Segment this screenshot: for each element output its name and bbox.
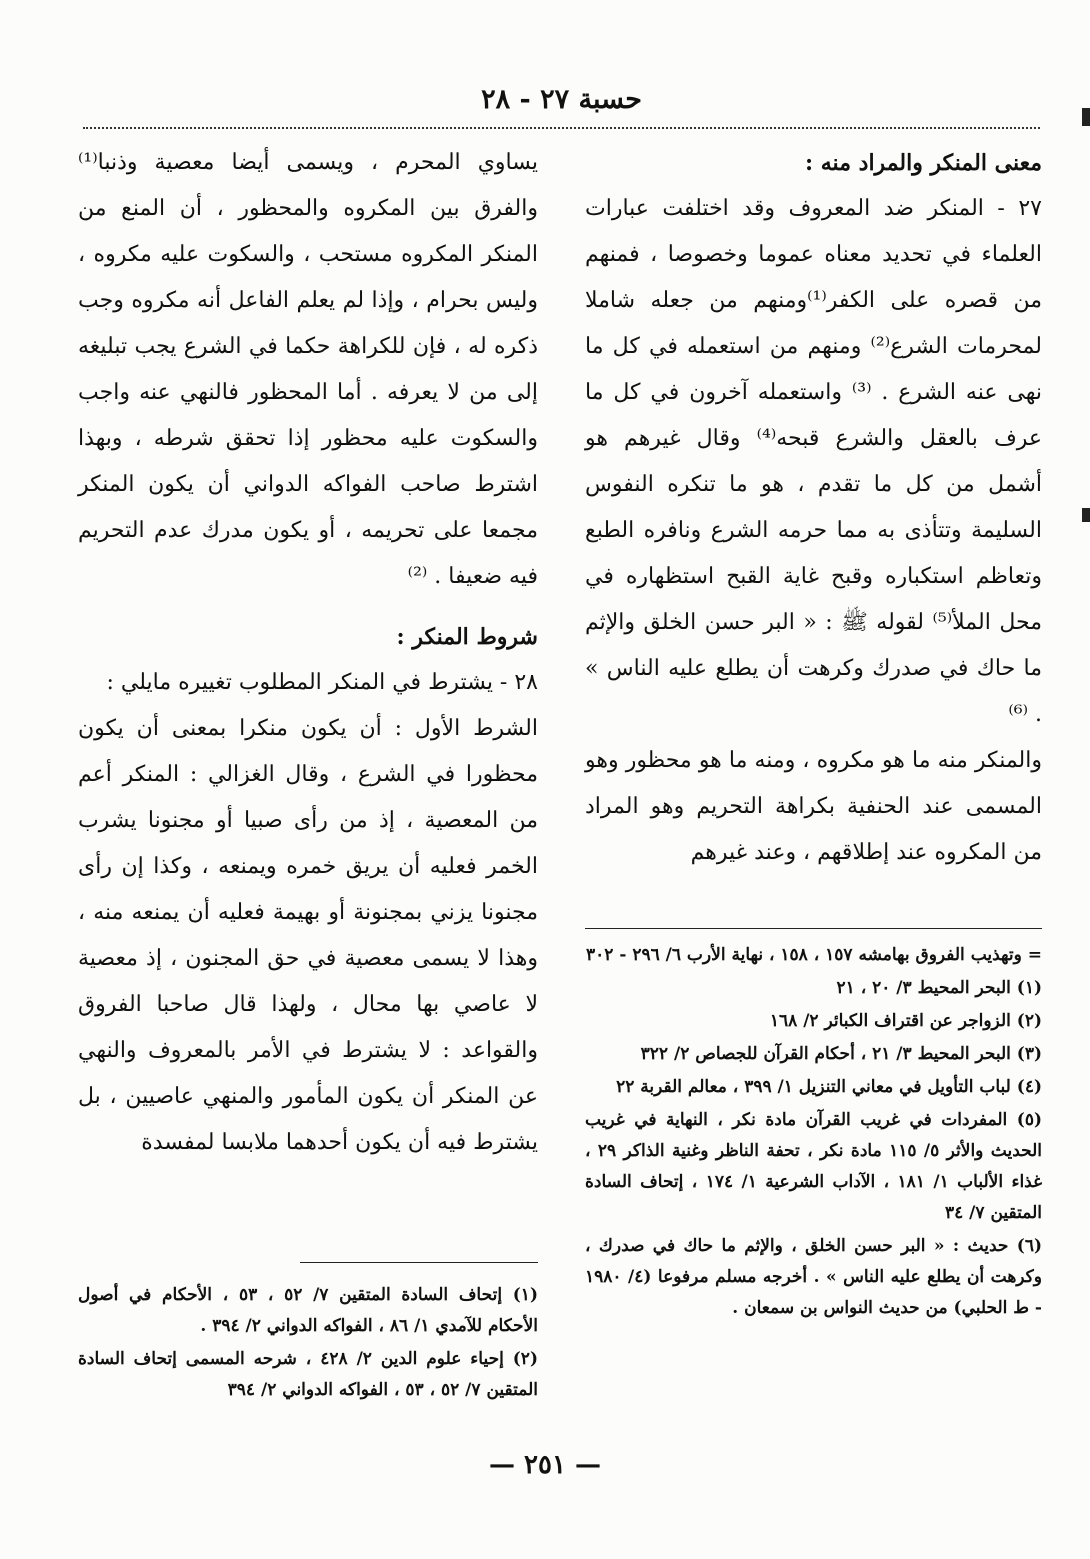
footnote: (١) البحر المحيط ٣/ ٢٠ ، ٢١ [836, 978, 1042, 998]
section-heading: معنى المنكر والمراد منه : [804, 150, 1042, 176]
footnote: (٢) إحياء علوم الدين ٢/ ٤٢٨ ، شرحه المسمى إتحاف السادة المتقين ٧/ ٥٢ ، ٥٣ ، الفواكه الدواني ٢/ ٣٩٤ [78, 1349, 538, 1400]
footnote: (٥) المفردات في غريب القرآن مادة نكر ، النهاية في غريب الحديث والأثر ٥/ ١١٥ مادة نكر ، تحفة الناظر وغنية الذاكر ٢٩ ، غذاء الألباب ١/ ١٨١ ، الآداب الشرعية ١/ ١٧٤ ، إتحاف السادة المتقين ٧/ ٣٤ [585, 1110, 1042, 1223]
page-number: — ٢٥١ — [488, 1450, 602, 1480]
paragraph: والمنكر منه ما هو مكروه ، ومنه ما هو محظور وهو المسمى عند الحنفية بكراهة التحريم وهو المراد من المكروه عند إطلاقهم ، وعند غيرهم [585, 748, 1042, 865]
scan-edge-mark [1082, 108, 1090, 126]
footnote-divider [300, 1262, 538, 1263]
paragraph: يساوي المحرم ، ويسمى أيضا معصية وذنبا⁽¹⁾ والفرق بين المكروه والمحظور ، أن المنع من المنكر المكروه مستحب ، والسكوت عليه مكروه ، وليس بحرام ، وإذا لم يعلم الفاعل أنه مكروه وجب ذكره له ، فإن للكراهة حكما في الشرع يجب تبليغه إلى من لا يعرفه . أما المحظور فالنهي عنه واجب والسكوت عليه محظور إذا تحقق شرطه ، وبهذا اشترط صاحب الفواكه الدواني أن يكون المنكر مجمعا على تحريمه ، أو يكون مدرك عدم التحريم فيه ضعيفا . ⁽²⁾ [78, 150, 538, 589]
footnote: = وتهذيب الفروق بهامشه ١٥٧ ، ١٥٨ ، نهاية الأرب ٦/ ٢٩٦ - ٣٠٢ [586, 945, 1042, 965]
section-heading: شروط المنكر : [396, 624, 538, 650]
right-column [585, 140, 1042, 876]
page-header-title: حسبة ٢٧ - ٢٨ [481, 84, 642, 115]
footnote-divider [585, 928, 1042, 929]
right-footnotes [585, 940, 1042, 1326]
footnote: (٢) الزواجر عن اقتراف الكبائر ٢/ ١٦٨ [769, 1011, 1042, 1031]
left-column [78, 140, 538, 1166]
paragraph: ٢٧ - المنكر ضد المعروف وقد اختلفت عبارات العلماء في تحديد معناه عموما وخصوصا ، فمنهم من قصره على الكفر⁽¹⁾ومنهم من جعله شاملا لمحرمات الشرع⁽²⁾ ومنهم من استعمله في كل ما نهى عنه الشرع . ⁽³⁾ واستعمله آخرون في كل ما عرف بالعقل والشرع قبحه⁽⁴⁾ وقال غيرهم هو أشمل من كل ما تقدم ، هو ما تنكره النفوس السليمة وتتأذى به مما حرمه الشرع ونافره الطبع وتعاظم استكباره وقبح غاية القبح استظهاره في محل الملأ⁽⁵⁾ لقوله ﷺ : « البر حسن الخلق والإثم ما حاك في صدرك وكرهت أن يطلع عليه الناس » . ⁽⁶⁾ [585, 196, 1043, 727]
footnote: (١) إتحاف السادة المتقين ٧/ ٥٢ ، ٥٣ ، الأحكام في أصول الأحكام للآمدي ١/ ٨٦ ، الفواكه الدواني ٢/ ٣٩٤ . [78, 1285, 538, 1336]
paragraph: ٢٨ - يشترط في المنكر المطلوب تغييره مايلي : [106, 670, 538, 695]
footnote: (٣) البحر المحيط ٣/ ٢١ ، أحكام القرآن للجصاص ٢/ ٣٢٢ [640, 1044, 1042, 1064]
footnote: (٦) حديث : « البر حسن الخلق ، والإثم ما حاك في صدرك ، وكرهت أن يطلع عليه الناس » . أخرجه مسلم مرفوعا (٤/ ١٩٨٠ - ط الحلبي) من حديث النواس بن سمعان . [585, 1236, 1042, 1318]
footnote: (٤) لباب التأويل في معاني التنزيل ١/ ٣٩٩ ، معالم القربة ٢٢ [616, 1077, 1042, 1097]
left-footnotes [78, 1280, 538, 1408]
header-divider [83, 127, 1040, 129]
scan-edge-mark [1082, 508, 1090, 522]
paragraph: الشرط الأول : أن يكون منكرا بمعنى أن يكون محظورا في الشرع ، وقال الغزالي : المنكر أعم من المعصية ، إذ من رأى صبيا أو مجنونا يشرب الخمر فعليه أن يريق خمره ويمنعه ، وكذا إن رأى مجنونا يزني بمجنونة أو بهيمة فعليه أن يمنعه منه ، وهذا لا يسمى معصية في حق المجنون ، إذ معصية لا عاصي بها محال ، ولهذا قال صاحبا الفروق والقواعد : لا يشترط في الأمر بالمعروف والنهي عن المنكر أن يكون المأمور والمنهي عاصيين ، بل يشترط فيه أن يكون أحدهما ملابسا لمفسدة [78, 716, 539, 1155]
